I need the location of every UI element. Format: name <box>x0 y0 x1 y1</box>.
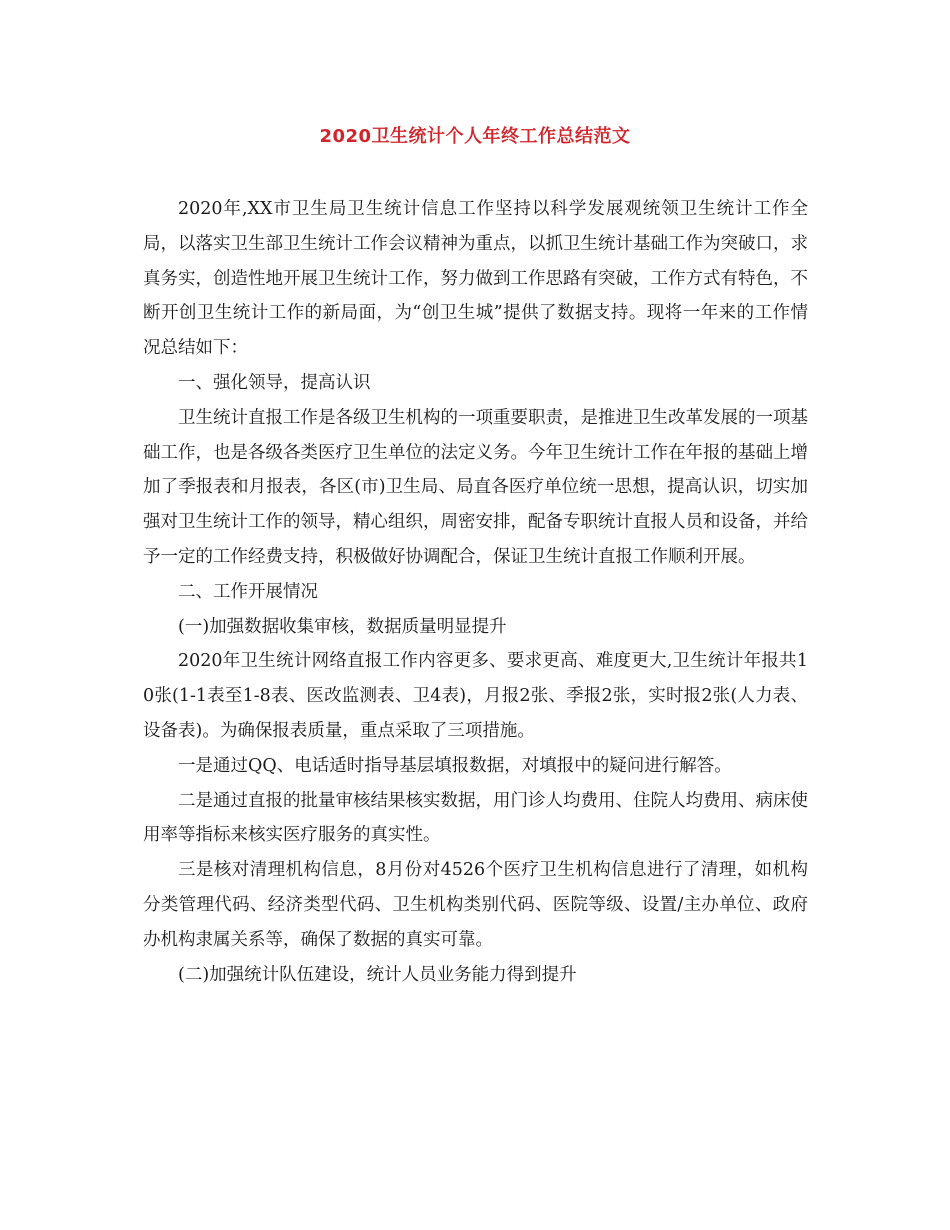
intro-paragraph: 2020年,XX市卫生局卫生统计信息工作坚持以科学发展观统领卫生统计工作全局，以落实卫生部卫生统计工作会议精神为重点，以抓卫生统计基础工作为突破口，求真务实，创造性地开展卫生统计工作，努力做到工作思路有突破，工作方式有特色，不断开创卫生统计工作的新局面，为“创卫生城”提供了数据支持。现将一年来的工作情况总结如下： <box>143 199 808 359</box>
subsection-heading-1: (一)加强数据收集审核，数据质量明显提升 <box>178 616 507 637</box>
measure-1-paragraph: 一是通过QQ、电话适时指导基层填报数据，对填报中的疑问进行解答。 <box>178 755 732 776</box>
subsection-heading-2: (二)加强统计队伍建设，统计人员业务能力得到提升 <box>178 964 577 985</box>
subsection-1-paragraph: 2020年卫生统计网络直报工作内容更多、要求更高、难度更大,卫生统计年报共10张(1-1表至1-8表、医改监测表、卫4表)，月报2张、季报2张，实时报2张(人力表、设备表)。为确保报表质量，重点采取了三项措施。 <box>143 651 808 741</box>
section-1-paragraph: 卫生统计直报工作是各级卫生机构的一项重要职责，是推进卫生改革发展的一项基础工作，也是各级各类医疗卫生单位的法定义务。今年卫生统计工作在年报的基础上增加了季报表和月报表，各区(市)卫生局、局直各医疗单位统一思想，提高认识，切实加强对卫生统计工作的领导，精心组织，周密安排，配备专职统计直报人员和设备，并给予一定的工作经费支持，积极做好协调配合，保证卫生统计直报工作顺利开展。 <box>143 407 808 567</box>
measure-3-paragraph: 三是核对清理机构信息，8月份对4526个医疗卫生机构信息进行了清理，如机构分类管理代码、经济类型代码、卫生机构类别代码、医院等级、设置/主办单位、政府办机构隶属关系等，确保了数据的真实可靠。 <box>143 860 808 950</box>
section-heading-1: 一、强化领导，提高认识 <box>178 372 371 393</box>
section-heading-2: 二、工作开展情况 <box>178 581 318 602</box>
measure-2-paragraph: 二是通过直报的批量审核结果核实数据，用门诊人均费用、住院人均费用、病床使用率等指标来核实医疗服务的真实性。 <box>143 790 808 846</box>
document-title: 2020卫生统计个人年终工作总结范文 <box>319 126 631 147</box>
document-body <box>143 192 808 992</box>
